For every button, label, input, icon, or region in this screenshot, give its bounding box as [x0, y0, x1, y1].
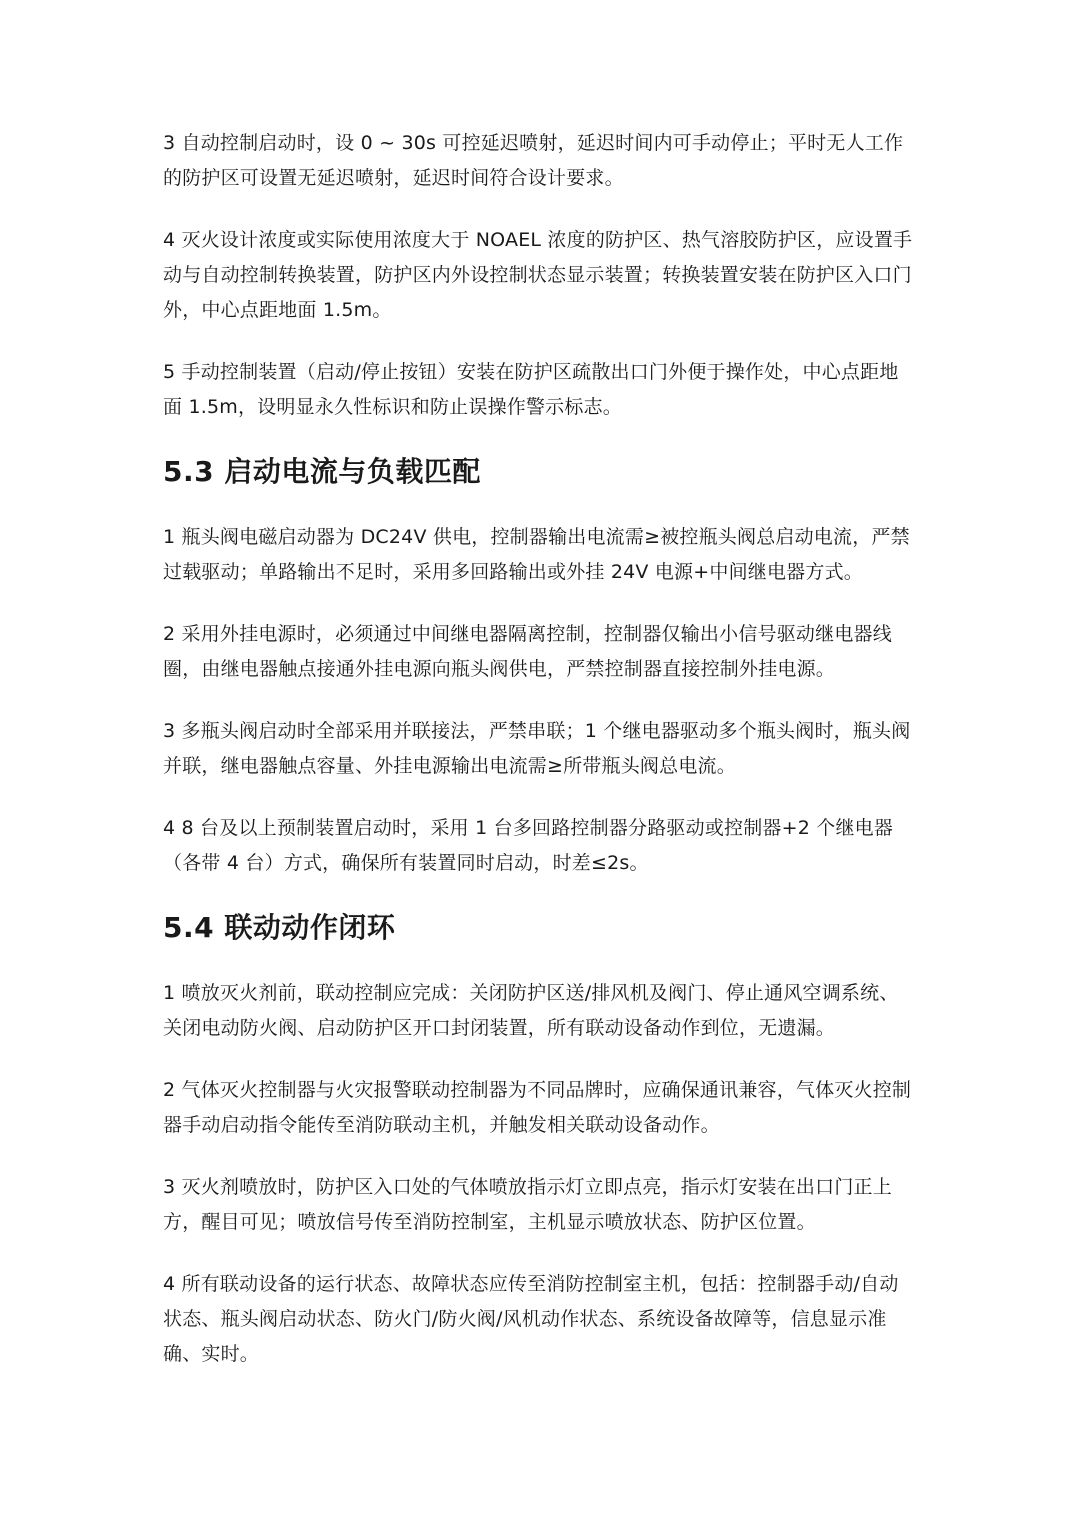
paragraph-5-3-3: 3 多瓶头阀启动时全部采用并联接法，严禁串联；1 个继电器驱动多个瓶头阀时，瓶头阀并联，继电器触点容量、外挂电源输出电流需≥所带瓶头阀总电流。 [163, 720, 911, 777]
section-5-4-title: 5.4 联动动作闭环 [163, 911, 396, 944]
paragraph-5-3-2: 2 采用外挂电源时，必须通过中间继电器隔离控制，控制器仅输出小信号驱动继电器线圈，由继电器触点接通外挂电源向瓶头阀供电，严禁控制器直接控制外挂电源。 [163, 623, 892, 680]
paragraph-5-3-1: 1 瓶头阀电磁启动器为 DC24V 供电，控制器输出电流需≥被控瓶头阀总启动电流，严禁过载驱动；单路输出不足时，采用多回路输出或外挂 24V 电源+中间继电器方式。 [163, 526, 910, 583]
paragraph-5-4-1: 1 喷放灭火剂前，联动控制应完成：关闭防护区送/排风机及阀门、停止通风空调系统、关闭电动防火阀、启动防护区开口封闭装置，所有联动设备动作到位，无遗漏。 [163, 982, 899, 1039]
paragraph-control-5: 5 手动控制装置（启动/停止按钮）安装在防护区疏散出口门外便于操作处，中心点距地面 1.5m，设明显永久性标识和防止误操作警示标志。 [163, 361, 899, 418]
paragraph-5-4-3: 3 灭火剂喷放时，防护区入口处的气体喷放指示灯立即点亮，指示灯安装在出口门正上方，醒目可见；喷放信号传至消防控制室，主机显示喷放状态、防护区位置。 [163, 1176, 892, 1233]
paragraph-control-3: 3 自动控制启动时，设 0 ~ 30s 可控延迟喷射，延迟时间内可手动停止；平时无人工作的防护区可设置无延迟喷射，延迟时间符合设计要求。 [163, 132, 904, 189]
document-body [163, 126, 915, 1399]
paragraph-5-3-4: 4 8 台及以上预制装置启动时，采用 1 台多回路控制器分路驱动或控制器+2 个继电器（各带 4 台）方式，确保所有装置同时启动，时差≤2s。 [163, 817, 894, 874]
paragraph-control-4: 4 灭火设计浓度或实际使用浓度大于 NOAEL 浓度的防护区、热气溶胶防护区，应设置手动与自动控制转换装置，防护区内外设控制状态显示装置；转换装置安装在防护区入口门外，中心点距地面 1.5m。 [163, 229, 913, 321]
paragraph-5-4-4: 4 所有联动设备的运行状态、故障状态应传至消防控制室主机，包括：控制器手动/自动状态、瓶头阀启动状态、防火门/防火阀/风机动作状态、系统设备故障等，信息显示准确、实时。 [163, 1273, 899, 1365]
section-5-3-title: 5.3 启动电流与负载匹配 [163, 455, 481, 488]
paragraph-5-4-2: 2 气体灭火控制器与火灾报警联动控制器为不同品牌时，应确保通讯兼容，气体灭火控制器手动启动指令能传至消防联动主机，并触发相关联动设备动作。 [163, 1079, 912, 1136]
